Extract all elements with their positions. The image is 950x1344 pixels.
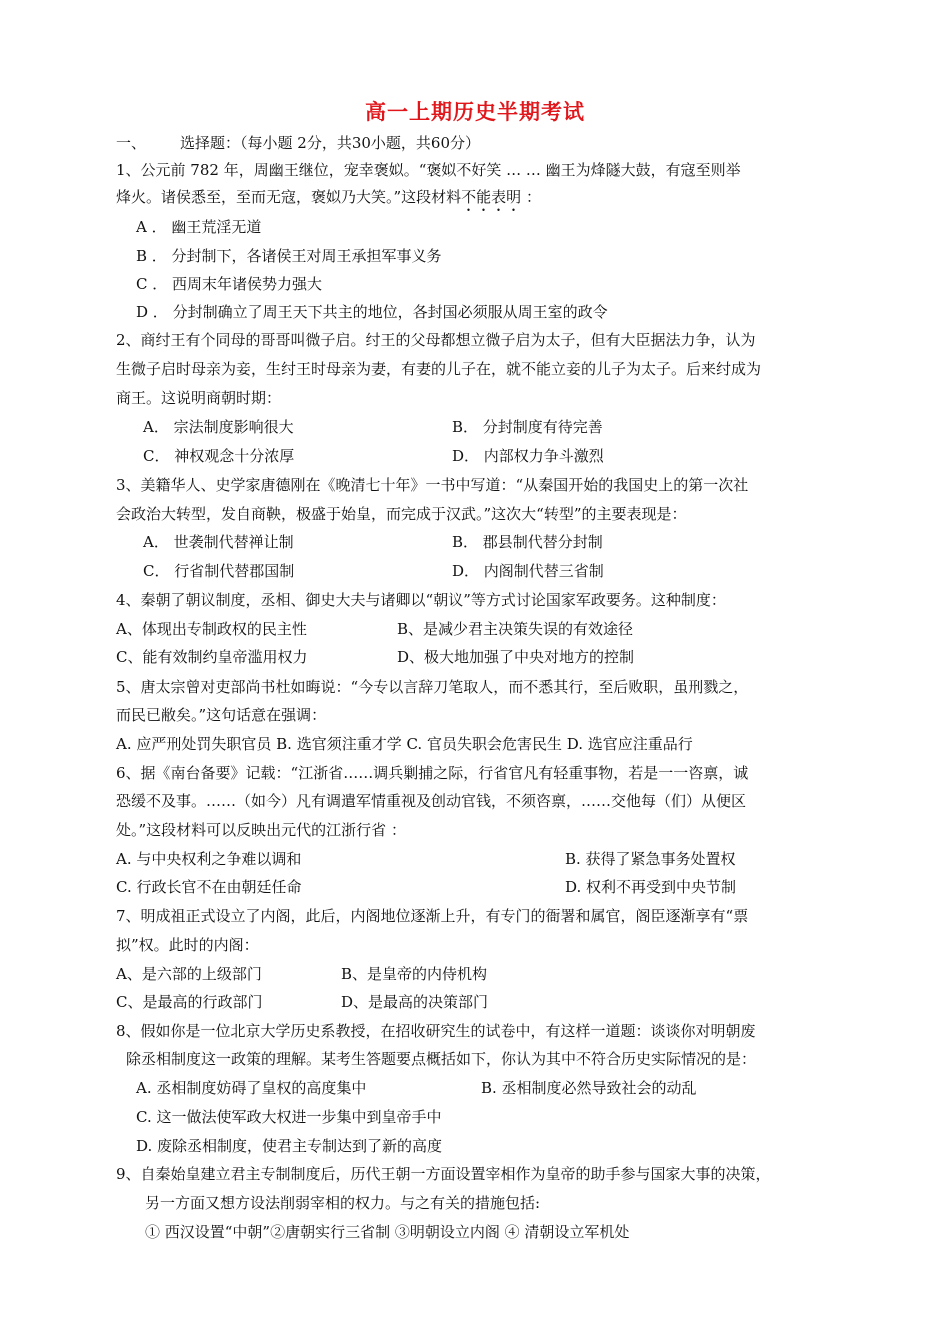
q3-stem-line2: 会政治大转型，发自商鞅，极盛于始皇，而完成于汉武。”这次大“转型”的主要表现是：	[116, 505, 687, 523]
q4-stem-line1: 4、秦朝了朝议制度，丞相、御史大夫与诸卿以“朝议”等方式讨论国家军政要务。这种制度：	[116, 591, 726, 609]
q1-stem-text: 烽火。诸侯悉至，至而无寇，褒姒乃大笑。”这段材料	[116, 188, 462, 206]
q6-option-a: A. 与中央权利之争难以调和	[116, 850, 302, 868]
q9-stem-line1: 9、自秦始皇建立君主专制制度后，历代王朝一方面设置宰相作为皇帝的助手参与国家大事的决策，	[116, 1165, 771, 1183]
q2-stem-line2: 生微子启时母亲为妾，生纣王时母亲为妻，有妻的儿子在，就不能立妾的儿子为太子。后来纣成为	[116, 360, 762, 378]
q2-option-d: D． 内部权力争斗激烈	[452, 447, 604, 465]
q1-stem-line2	[116, 187, 541, 215]
q1-option-a: A ． 幽王荒淫无道	[136, 218, 262, 236]
q1-emphasis: 不能表明	[461, 188, 522, 206]
exam-title: 高一上期历史半期考试	[365, 99, 585, 124]
q1-stem-end: ：	[521, 188, 541, 206]
q7-option-b: B、是皇帝的内侍机构	[341, 965, 488, 983]
q3-option-b: B． 郡县制代替分封制	[452, 533, 603, 551]
section-header	[116, 133, 480, 153]
q2-option-c: C． 神权观念十分浓厚	[143, 447, 295, 465]
q6-option-b: B. 获得了紧急事务处置权	[565, 850, 736, 868]
q4-option-d: D、极大地加强了中央对地方的控制	[397, 648, 635, 666]
q1-option-d: D ． 分封制确立了周王天下共主的地位，各封国必须服从周王室的政令	[136, 303, 608, 321]
q1-option-c: C ． 西周末年诸侯势力强大	[136, 275, 323, 293]
q7-stem-line2: 拟”权。此时的内阁：	[116, 936, 259, 954]
q8-option-b: B. 丞相制度必然导致社会的动乱	[481, 1079, 697, 1097]
q2-option-b: B． 分封制度有待完善	[452, 418, 603, 436]
q4-option-c: C、能有效制约皇帝滥用权力	[116, 648, 308, 666]
q8-option-a: A. 丞相制度妨碍了皇权的高度集中	[136, 1079, 367, 1097]
q8-stem-line2: 除丞相制度这一政策的理解。某考生答题要点概括如下，你认为其中不符合历史实际情况的是：	[126, 1050, 757, 1068]
q3-option-d: D． 内阁制代替三省制	[452, 562, 604, 580]
section-label: 选择题：（每小题 2分，共30小题，共60分）	[180, 134, 481, 152]
q3-stem-line1: 3、美籍华人、史学家唐德刚在《晚清七十年》一书中写道：“从秦国开始的我国史上的第一次社	[116, 476, 749, 494]
section-number: 一、	[116, 134, 147, 152]
q7-option-a: A、是六部的上级部门	[116, 965, 262, 983]
q9-items: ① 西汉设置“中朝”②唐朝实行三省制 ③明朝设立内阁 ④ 清朝设立军机处	[145, 1223, 630, 1241]
q1-option-b: B ． 分封制下，各诸侯王对周王承担军事义务	[136, 247, 442, 265]
q7-stem-line1: 7、明成祖正式设立了内阁，此后，内阁地位逐渐上升，有专门的衙署和属官，阁臣逐渐享有“票	[116, 907, 749, 925]
q6-option-d: D. 权利不再受到中央节制	[565, 878, 737, 896]
q5-stem-line1: 5、唐太宗曾对吏部尚书杜如晦说：“今专以言辞刀笔取人，而不悉其行，至后败职，虽刑戮之，	[116, 678, 749, 696]
q1-stem-line1: 1、公元前 782 年，周幽王继位，宠幸褒姒。“褒姒不好笑 … … 幽王为烽隧大鼓，有寇至则举	[116, 161, 741, 179]
q6-stem-line2: 恐缓不及事。……（如今）凡有调遣军情重视及创动官钱，不须咨禀，……交他每（们）从便区	[116, 792, 747, 810]
q8-option-c: C. 这一做法使军政大权进一步集中到皇帝手中	[136, 1108, 442, 1126]
q5-stem-line2: 而民已敝矣。”这句话意在强调：	[116, 706, 327, 724]
q9-stem-line2: 另一方面又想方设法削弱宰相的权力。与之有关的措施包括:	[145, 1194, 541, 1212]
q6-stem-line3: 处。”这段材料可以反映出元代的江浙行省 ：	[116, 821, 406, 839]
q3-option-a: A． 世袭制代替禅让制	[143, 533, 294, 551]
q2-stem-line3: 商王。这说明商朝时期：	[116, 389, 282, 407]
q7-option-c: C、是最高的行政部门	[116, 993, 263, 1011]
q6-stem-line1: 6、据《南台备要》记载：“江浙省……调兵剿捕之际，行省官凡有轻重事物，若是一一咨禀，诚	[116, 764, 749, 782]
q5-options: A. 应严刑处罚失职官员 B. 选官须注重才学 C. 官员失职会危害民生 D. 选官应注重品行	[116, 735, 693, 753]
q2-option-a: A． 宗法制度影响很大	[143, 418, 294, 436]
q3-option-c: C． 行省制代替郡国制	[143, 562, 295, 580]
q2-stem-line1: 2、商纣王有个同母的哥哥叫微子启。纣王的父母都想立微子启为太子，但有大臣据法力争，认为	[116, 331, 756, 349]
q8-stem-line1: 8、假如你是一位北京大学历史系教授，在招收研究生的试卷中，有这样一道题：谈谈你对明朝废	[116, 1022, 756, 1040]
q4-option-b: B、是减少君主决策失误的有效途径	[397, 620, 634, 638]
q8-option-d: D. 废除丞相制度，使君主专制达到了新的高度	[136, 1137, 443, 1155]
q6-option-c: C. 行政长官不在由朝廷任命	[116, 878, 302, 896]
q7-option-d: D、是最高的决策部门	[341, 993, 489, 1011]
q4-option-a: A、体现出专制政权的民主性	[116, 620, 307, 638]
